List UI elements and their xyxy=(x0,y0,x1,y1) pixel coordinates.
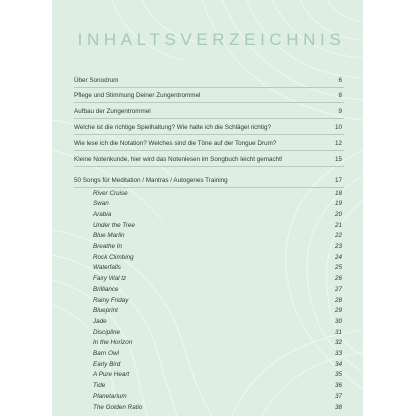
song-title: River Cruise xyxy=(93,189,128,197)
song-title: Early Bird xyxy=(93,360,121,368)
toc-entry-page: 15 xyxy=(334,156,342,163)
toc-entry[interactable] xyxy=(74,90,344,103)
page-title: INHALTSVERZEICHNIS xyxy=(77,30,346,49)
toc-entry-page: 12 xyxy=(334,140,342,147)
song-title: Tide xyxy=(93,382,106,390)
song-page: 23 xyxy=(334,243,342,250)
toc-entry[interactable] xyxy=(74,154,344,167)
song-title: In the Horizon xyxy=(93,339,133,347)
song-title: The Golden Ratio xyxy=(93,403,143,411)
song-page: 38 xyxy=(334,403,342,411)
song-title: Brilliance xyxy=(93,285,119,293)
toc-song-entry[interactable] xyxy=(74,402,344,414)
toc-entry[interactable] xyxy=(74,75,344,88)
song-title: Fairy Wal tz xyxy=(93,275,127,283)
song-title: Swan xyxy=(93,200,109,208)
toc-entry-label: Wie lese ich die Notation? Welches sind die Töne auf der Tongue Drum? xyxy=(74,140,277,147)
song-page: 33 xyxy=(334,350,342,357)
toc-entry[interactable] xyxy=(74,122,344,135)
toc-section-label: 50 Songs für Meditation / Mantras / Autogenes Training xyxy=(74,177,228,184)
song-title: Breathe In xyxy=(93,243,123,250)
song-title: Under the Tree xyxy=(93,221,135,229)
song-page: 29 xyxy=(334,307,342,315)
toc-entry-page: 8 xyxy=(338,92,342,99)
song-title: Blueprint xyxy=(93,307,118,315)
toc-entry-label: Pflege und Stimmung Deiner Zungentrommel xyxy=(74,92,201,99)
toc-entry[interactable] xyxy=(74,106,344,119)
song-title: Rainy Friday xyxy=(93,296,129,304)
song-title: Arabia xyxy=(93,210,112,218)
song-title: Barn Owl xyxy=(93,350,119,357)
song-page: 35 xyxy=(334,371,342,379)
toc-entry-page: 6 xyxy=(338,77,342,84)
song-page: 36 xyxy=(334,382,342,390)
document-page xyxy=(52,0,363,416)
song-page: 27 xyxy=(334,285,342,293)
song-page: 31 xyxy=(334,328,342,336)
song-page: 21 xyxy=(334,221,342,229)
song-page: 20 xyxy=(334,210,342,218)
song-page: 19 xyxy=(334,200,342,208)
song-page: 25 xyxy=(334,264,342,272)
toc-entry-label: Kleine Notenkunde, hier wird das Notenlesen im Songbuch leicht gemacht! xyxy=(74,156,283,163)
toc-entry-label: Welche ist die richtige Spielhaltung? Wie halte ich die Schlägel richtig? xyxy=(74,124,271,131)
song-page: 24 xyxy=(334,253,342,261)
toc-entry-label: Über Sonodrum xyxy=(74,77,119,84)
song-page: 28 xyxy=(334,296,342,304)
toc-entry[interactable] xyxy=(74,138,344,151)
song-title: Discipline xyxy=(93,328,120,336)
song-title: Blue Marlin xyxy=(93,232,125,240)
toc-entry-label: Aufbau der Zungentrommel xyxy=(74,108,151,115)
song-page: 18 xyxy=(334,189,342,197)
toc-entry-page: 10 xyxy=(334,124,342,131)
song-title: Rock Climbing xyxy=(93,253,134,261)
song-page: 22 xyxy=(334,232,342,240)
song-title: A Pure Heart xyxy=(93,371,130,379)
song-page: 37 xyxy=(334,392,342,400)
song-title: Jade xyxy=(93,317,107,325)
song-title: Waterfalls xyxy=(93,264,121,272)
toc-section-heading[interactable] xyxy=(74,175,344,188)
song-page: 30 xyxy=(334,317,342,325)
song-page: 32 xyxy=(334,339,342,347)
toc-section-page: 17 xyxy=(334,177,342,184)
song-page: 26 xyxy=(334,275,342,283)
toc-entry-page: 9 xyxy=(338,108,342,115)
song-title: Planetarium xyxy=(93,392,127,400)
song-page: 34 xyxy=(334,360,342,368)
